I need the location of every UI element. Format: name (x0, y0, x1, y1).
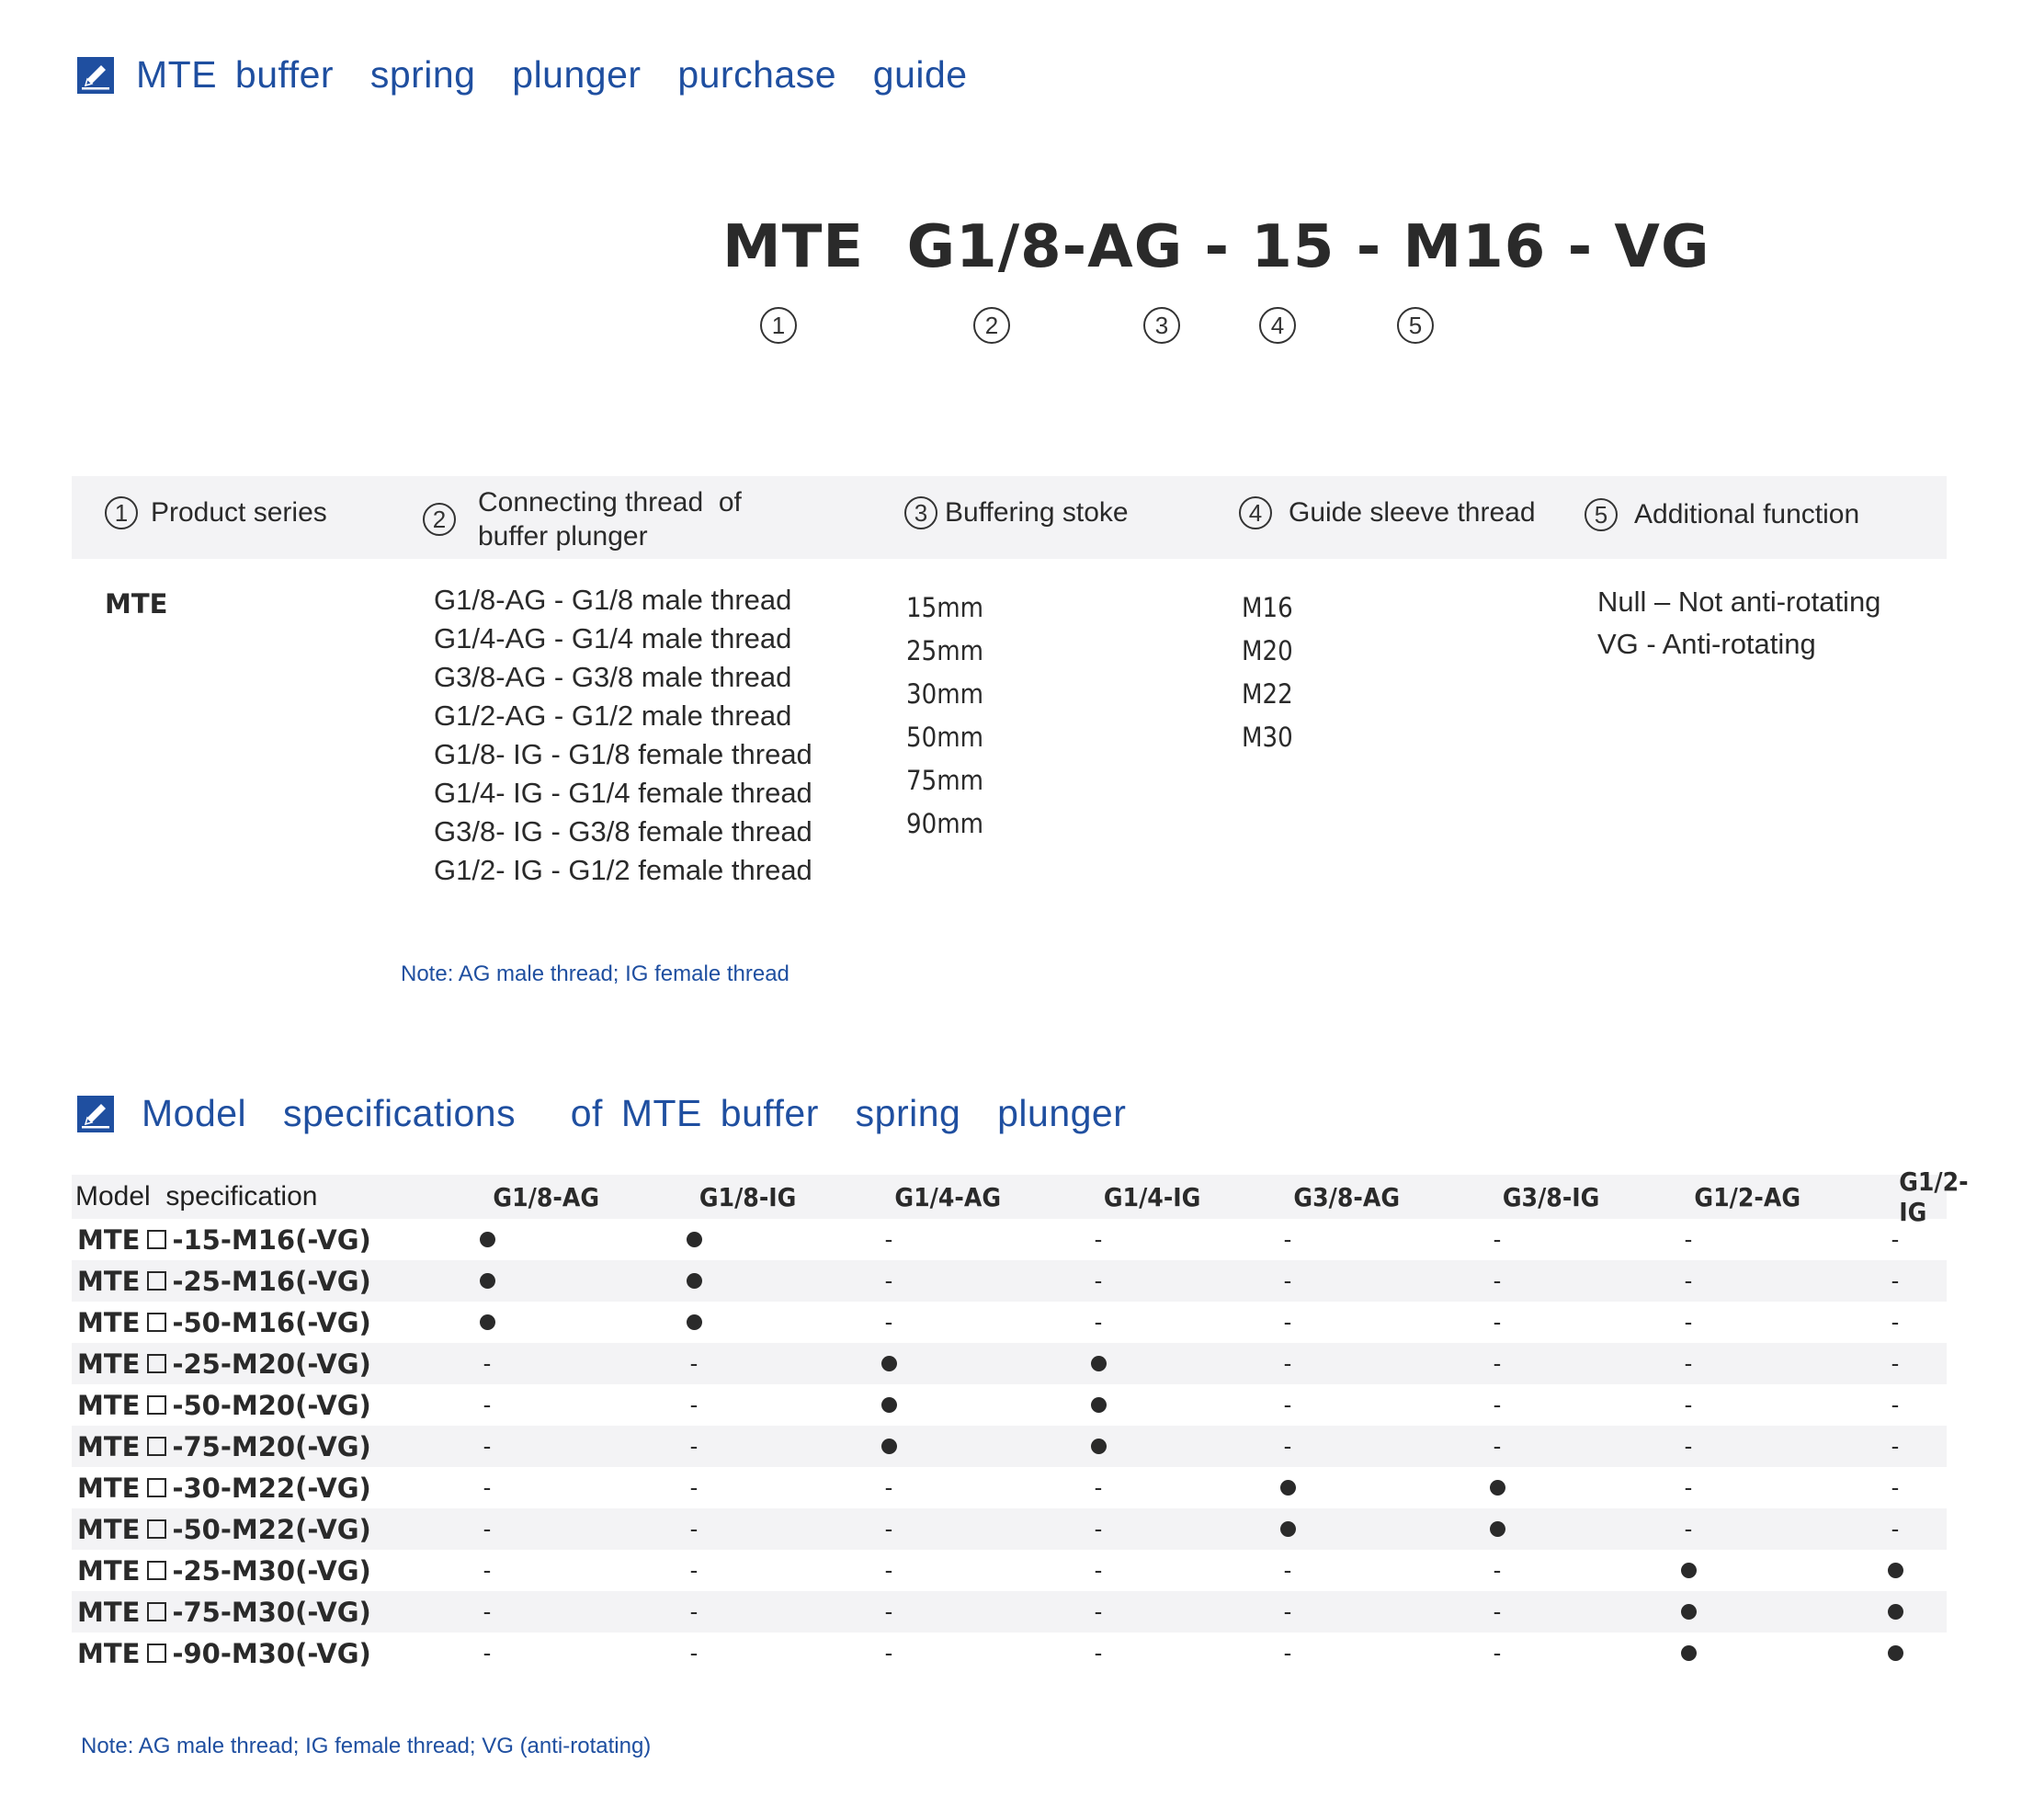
unavailable-dash: - (884, 1267, 893, 1294)
edit-icon (77, 57, 114, 94)
placeholder-box-icon (147, 1478, 166, 1497)
guide-option: M22 (1242, 678, 1293, 710)
unavailable-dash: - (1493, 1391, 1502, 1418)
header-column: G1/4-AG (894, 1181, 1002, 1212)
unavailable-dash: - (884, 1556, 893, 1584)
function-option: VG - Anti-rotating (1597, 628, 1816, 660)
dot-icon (687, 1314, 702, 1330)
header-column: G1/2-AG (1694, 1181, 1801, 1212)
unavailable-dash: - (1891, 1225, 1900, 1253)
stroke-option: 90mm (906, 808, 984, 839)
unavailable-dash: - (1283, 1556, 1292, 1584)
dot-icon (881, 1439, 897, 1454)
placeholder-box-icon (147, 1602, 166, 1621)
dot-icon (1888, 1604, 1903, 1620)
marker-4: 4 (1239, 496, 1272, 529)
unavailable-dash: - (689, 1639, 699, 1666)
section-heading-model-specifications (77, 1092, 1126, 1135)
unavailable-dash: - (483, 1639, 492, 1666)
model-code-cell (77, 1426, 371, 1467)
model-suffix: -90-M30(-VG) (172, 1637, 371, 1669)
model-prefix: MTE (77, 1554, 141, 1587)
unavailable-dash: - (1283, 1598, 1292, 1625)
unavailable-dash: - (1283, 1267, 1292, 1294)
marker-4: 4 (1259, 307, 1296, 344)
available-dot (1269, 1467, 1306, 1508)
placeholder-box-icon (147, 1313, 166, 1332)
unavailable-dash: - (483, 1349, 492, 1377)
available-dot (1670, 1550, 1707, 1591)
model-suffix: -75-M30(-VG) (172, 1596, 371, 1628)
model-code-cell (77, 1384, 371, 1426)
header-label: Connecting thread of buffer plunger (478, 487, 742, 552)
unavailable-dash: - (1094, 1473, 1103, 1501)
code-part-thread: G1/8-AG (906, 213, 1184, 281)
unavailable-dash: - (1891, 1308, 1900, 1336)
unavailable-dash: - (1094, 1556, 1103, 1584)
table-row (72, 1467, 1947, 1508)
unavailable-dash: - (483, 1515, 492, 1542)
model-prefix: MTE (77, 1389, 141, 1421)
header-column: G1/8-IG (699, 1181, 797, 1212)
options-note: Note: AG male thread; IG female thread (401, 961, 789, 986)
model-prefix: MTE (77, 1265, 141, 1297)
dot-icon (1681, 1645, 1697, 1661)
unavailable-dash: - (884, 1639, 893, 1666)
available-dot (1670, 1591, 1707, 1632)
unavailable-dash: - (483, 1391, 492, 1418)
unavailable-dash: - (884, 1308, 893, 1336)
placeholder-box-icon (147, 1271, 166, 1291)
function-option: Null – Not anti-rotating (1597, 586, 1881, 618)
model-code-cell (77, 1467, 371, 1508)
table-row (72, 1591, 1947, 1632)
stroke-option: 50mm (906, 722, 984, 753)
unavailable-dash: - (1493, 1225, 1502, 1253)
function-options (1597, 581, 1880, 665)
model-code-cell (77, 1508, 371, 1550)
table-row (72, 1426, 1947, 1467)
unavailable-dash: - (1891, 1349, 1900, 1377)
unavailable-dash: - (1283, 1432, 1292, 1460)
code-part-series: MTE (722, 213, 865, 281)
model-prefix: MTE (77, 1223, 141, 1256)
placeholder-box-icon (147, 1395, 166, 1415)
thread-option: G1/2- IG - G1/2 female thread (434, 854, 812, 886)
model-code-text (722, 213, 1710, 281)
code-sep: - (1204, 213, 1231, 281)
model-prefix: MTE (77, 1306, 141, 1338)
available-dot (1269, 1508, 1306, 1550)
unavailable-dash: - (884, 1225, 893, 1253)
unavailable-dash: - (1684, 1267, 1693, 1294)
dot-icon (687, 1273, 702, 1289)
available-dot (469, 1219, 506, 1260)
code-part-function: VG (1614, 213, 1710, 281)
unavailable-dash: - (884, 1473, 893, 1501)
model-code-cell (77, 1260, 371, 1302)
thread-option: G1/4-AG - G1/4 male thread (434, 622, 792, 654)
marker-1: 1 (760, 307, 797, 344)
thread-options (434, 581, 812, 890)
unavailable-dash: - (1094, 1225, 1103, 1253)
unavailable-dash: - (1283, 1391, 1292, 1418)
unavailable-dash: - (1493, 1432, 1502, 1460)
model-prefix: MTE (77, 1596, 141, 1628)
dot-icon (1490, 1521, 1505, 1537)
thread-option: G3/8- IG - G3/8 female thread (434, 815, 812, 847)
placeholder-box-icon (147, 1354, 166, 1373)
header-column: G1/4-IG (1103, 1181, 1201, 1212)
header-column: G3/8-IG (1502, 1181, 1600, 1212)
model-suffix: -25-M30(-VG) (172, 1554, 371, 1587)
dot-icon (1280, 1521, 1296, 1537)
model-code-cell (77, 1591, 371, 1632)
unavailable-dash: - (483, 1432, 492, 1460)
available-dot (469, 1260, 506, 1302)
model-suffix: -50-M20(-VG) (172, 1389, 371, 1421)
header-buffering-stroke (904, 496, 1129, 529)
unavailable-dash: - (1891, 1432, 1900, 1460)
dot-icon (1091, 1439, 1107, 1454)
dot-icon (881, 1397, 897, 1413)
model-prefix: MTE (77, 1637, 141, 1669)
unavailable-dash: - (483, 1556, 492, 1584)
unavailable-dash: - (1283, 1639, 1292, 1666)
model-code-cell (77, 1302, 371, 1343)
model-suffix: -25-M20(-VG) (172, 1348, 371, 1380)
dot-icon (1091, 1356, 1107, 1371)
available-dot (870, 1426, 907, 1467)
marker-2: 2 (423, 503, 456, 536)
unavailable-dash: - (884, 1598, 893, 1625)
unavailable-dash: - (1684, 1349, 1693, 1377)
marker-3: 3 (1143, 307, 1180, 344)
available-dot (1479, 1508, 1516, 1550)
unavailable-dash: - (483, 1598, 492, 1625)
available-dot (1080, 1343, 1117, 1384)
unavailable-dash: - (1891, 1267, 1900, 1294)
dot-icon (1888, 1563, 1903, 1578)
placeholder-box-icon (147, 1230, 166, 1249)
placeholder-box-icon (147, 1437, 166, 1456)
unavailable-dash: - (689, 1515, 699, 1542)
dot-icon (1280, 1480, 1296, 1496)
header-additional-function (1585, 498, 1859, 531)
marker-5: 5 (1585, 498, 1618, 531)
section-title: MTE buffer spring plunger purchase guide (136, 53, 968, 96)
series-value: MTE (105, 588, 168, 620)
model-code-cell (77, 1550, 371, 1591)
unavailable-dash: - (1283, 1349, 1292, 1377)
model-prefix: MTE (77, 1430, 141, 1462)
available-dot (676, 1260, 712, 1302)
guide-options (1242, 586, 1299, 759)
available-dot (870, 1343, 907, 1384)
spec-table (72, 1166, 1969, 1674)
placeholder-box-icon (147, 1644, 166, 1663)
model-suffix: -30-M22(-VG) (172, 1472, 371, 1504)
header-column: G3/8-AG (1293, 1181, 1401, 1212)
available-dot (1877, 1632, 1914, 1674)
guide-option: M20 (1242, 635, 1293, 666)
spec-note: Note: AG male thread; IG female thread; VG (anti-rotating) (81, 1734, 652, 1758)
model-code-cell (77, 1219, 371, 1260)
dot-icon (1490, 1480, 1505, 1496)
unavailable-dash: - (1493, 1598, 1502, 1625)
thread-option: G1/4- IG - G1/4 female thread (434, 777, 812, 809)
header-label: Product series (151, 497, 327, 528)
table-row (72, 1260, 1947, 1302)
unavailable-dash: - (689, 1556, 699, 1584)
thread-option: G3/8-AG - G3/8 male thread (434, 661, 792, 693)
dot-icon (687, 1232, 702, 1247)
unavailable-dash: - (689, 1349, 699, 1377)
header-guide-sleeve-thread (1239, 496, 1536, 529)
section-title: Model specifications of MTE buffer spring plunger (142, 1092, 1127, 1134)
unavailable-dash: - (689, 1432, 699, 1460)
header-connecting-thread (423, 485, 742, 553)
guide-option: M16 (1242, 592, 1293, 623)
model-code-cell (77, 1632, 371, 1674)
available-dot (1670, 1632, 1707, 1674)
model-suffix: -25-M16(-VG) (172, 1265, 371, 1297)
dot-icon (881, 1356, 897, 1371)
model-code (722, 213, 1710, 281)
marker-3: 3 (904, 496, 937, 529)
model-code-cell (77, 1343, 371, 1384)
model-suffix: -50-M16(-VG) (172, 1306, 371, 1338)
code-sep: - (1356, 213, 1382, 281)
stroke-option: 30mm (906, 678, 984, 710)
table-row (72, 1384, 1947, 1426)
model-suffix: -15-M16(-VG) (172, 1223, 371, 1256)
model-suffix: -50-M22(-VG) (172, 1513, 371, 1545)
table-row (72, 1508, 1947, 1550)
table-row (72, 1550, 1947, 1591)
stroke-option: 75mm (906, 765, 984, 796)
table-row (72, 1302, 1947, 1343)
unavailable-dash: - (1684, 1225, 1693, 1253)
code-part-stroke: 15 (1251, 213, 1335, 281)
header-label: Additional function (1634, 499, 1860, 529)
header-label: Buffering stoke (945, 497, 1129, 528)
unavailable-dash: - (1094, 1598, 1103, 1625)
available-dot (1877, 1550, 1914, 1591)
header-model-specification: Model specification (75, 1181, 318, 1211)
unavailable-dash: - (1493, 1308, 1502, 1336)
available-dot (870, 1384, 907, 1426)
dot-icon (1888, 1645, 1903, 1661)
available-dot (1080, 1384, 1117, 1426)
marker-2: 2 (973, 307, 1010, 344)
unavailable-dash: - (689, 1473, 699, 1501)
unavailable-dash: - (1684, 1473, 1693, 1501)
stroke-option: 25mm (906, 635, 984, 666)
model-suffix: -75-M20(-VG) (172, 1430, 371, 1462)
thread-option: G1/8-AG - G1/8 male thread (434, 584, 792, 616)
code-sep: - (1567, 213, 1594, 281)
available-dot (676, 1302, 712, 1343)
unavailable-dash: - (1684, 1391, 1693, 1418)
table-row (72, 1219, 1947, 1260)
section-heading-purchase-guide (77, 53, 968, 97)
spec-table-header (72, 1166, 1969, 1227)
table-row (72, 1632, 1947, 1674)
edit-icon (77, 1096, 114, 1132)
unavailable-dash: - (1891, 1515, 1900, 1542)
available-dot (1080, 1426, 1117, 1467)
unavailable-dash: - (1684, 1515, 1693, 1542)
placeholder-box-icon (147, 1519, 166, 1539)
dot-icon (1091, 1397, 1107, 1413)
table-row (72, 1343, 1947, 1384)
dot-icon (480, 1273, 495, 1289)
stroke-option: 15mm (906, 592, 984, 623)
model-prefix: MTE (77, 1472, 141, 1504)
unavailable-dash: - (1684, 1432, 1693, 1460)
thread-option: G1/8- IG - G1/8 female thread (434, 738, 812, 770)
thread-option: G1/2-AG - G1/2 male thread (434, 700, 792, 732)
unavailable-dash: - (1283, 1225, 1292, 1253)
spec-table-body (72, 1219, 1947, 1674)
unavailable-dash: - (1094, 1515, 1103, 1542)
header-label: Guide sleeve thread (1289, 497, 1536, 528)
available-dot (1479, 1467, 1516, 1508)
unavailable-dash: - (1684, 1308, 1693, 1336)
dot-icon (1681, 1604, 1697, 1620)
unavailable-dash: - (1493, 1556, 1502, 1584)
unavailable-dash: - (1493, 1349, 1502, 1377)
unavailable-dash: - (1891, 1391, 1900, 1418)
placeholder-box-icon (147, 1561, 166, 1580)
dot-icon (1681, 1563, 1697, 1578)
unavailable-dash: - (1094, 1267, 1103, 1294)
unavailable-dash: - (483, 1473, 492, 1501)
guide-option: M30 (1242, 722, 1293, 753)
marker-1: 1 (105, 496, 138, 529)
available-dot (1877, 1591, 1914, 1632)
header-column: G1/8-AG (493, 1181, 600, 1212)
dot-icon (480, 1314, 495, 1330)
header-column: G1/2-IG (1899, 1166, 1969, 1227)
unavailable-dash: - (689, 1598, 699, 1625)
available-dot (676, 1219, 712, 1260)
model-prefix: MTE (77, 1348, 141, 1380)
unavailable-dash: - (1094, 1639, 1103, 1666)
model-prefix: MTE (77, 1513, 141, 1545)
unavailable-dash: - (1891, 1473, 1900, 1501)
unavailable-dash: - (1094, 1308, 1103, 1336)
available-dot (469, 1302, 506, 1343)
unavailable-dash: - (1283, 1308, 1292, 1336)
code-part-guide: M16 (1403, 213, 1547, 281)
unavailable-dash: - (1493, 1267, 1502, 1294)
marker-5: 5 (1397, 307, 1434, 344)
unavailable-dash: - (1493, 1639, 1502, 1666)
header-product-series (105, 496, 327, 529)
stroke-options (906, 586, 992, 846)
unavailable-dash: - (884, 1515, 893, 1542)
dot-icon (480, 1232, 495, 1247)
unavailable-dash: - (689, 1391, 699, 1418)
